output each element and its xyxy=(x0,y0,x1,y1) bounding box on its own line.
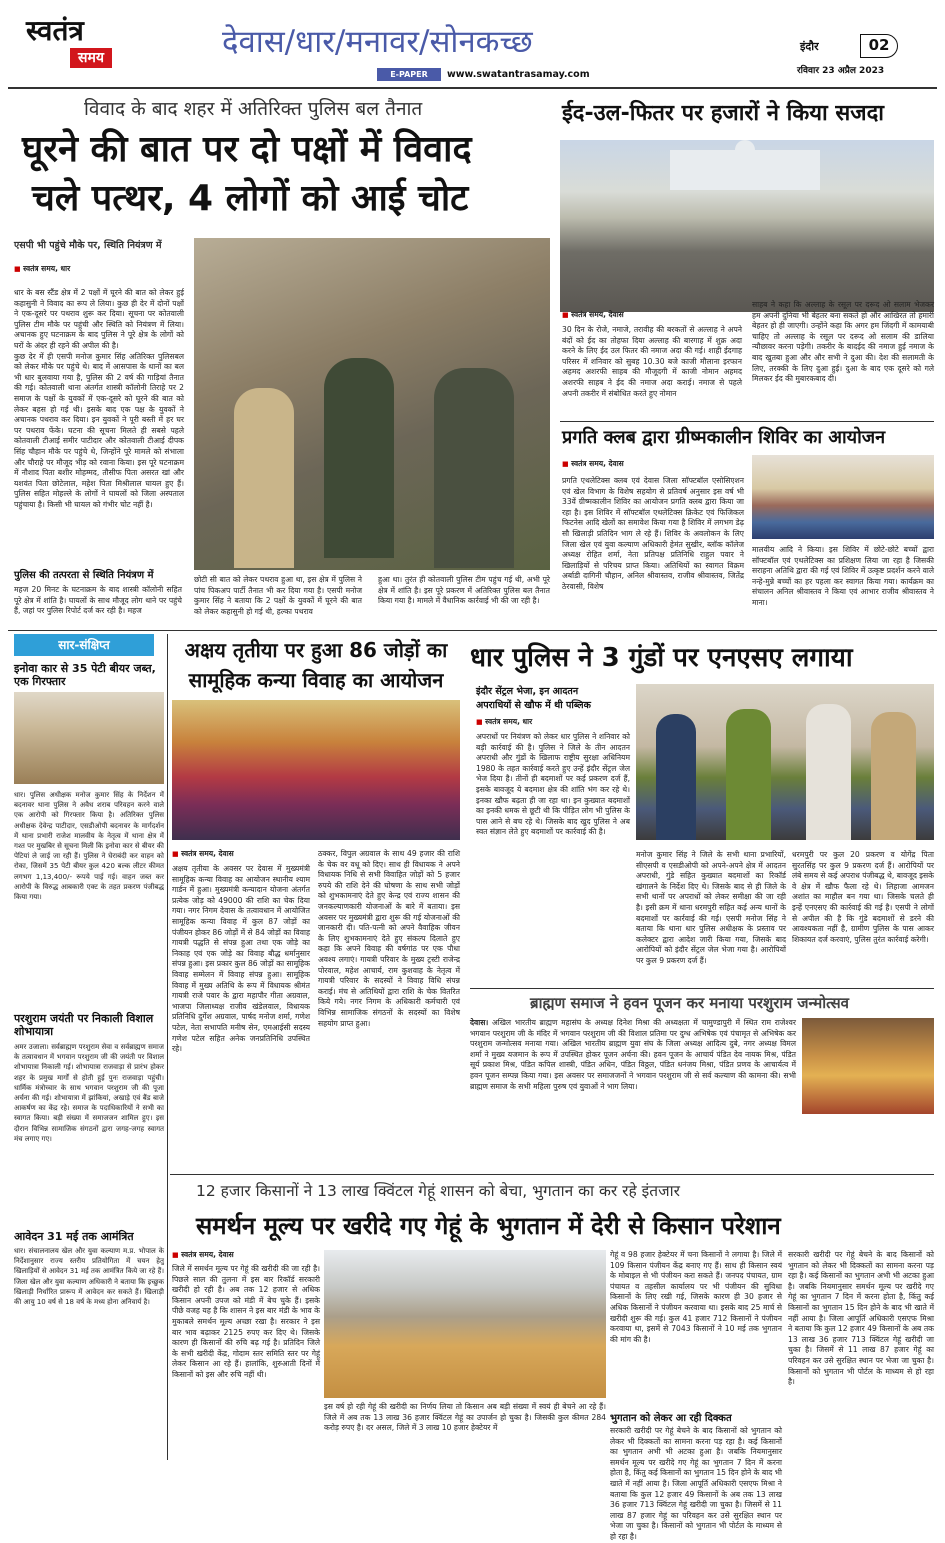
page-number: 02 xyxy=(860,34,898,58)
story1-photo-police xyxy=(194,238,550,570)
story7-photo-wheat xyxy=(324,1250,606,1398)
story4-photo-wedding xyxy=(172,700,460,840)
story5-photo-accused xyxy=(636,684,934,840)
sidebar-heading: सार-संक्षिप्त xyxy=(14,634,154,656)
story2-body-col2: साहब ने कहा कि अल्लाह के रसूल पर दरूद ओ सलाम भेजकर हम अपनी दुनिया भी बेहतर बना सकते हो और आखिरत तो हमारी बेहतर हो ही जाएगी। उन्होंने कहा कि अगर हम जिंदगी में कामयाबी चाहिए तो अल्लाह के रसूल पर दरूद ओ सलाम की डालिया न्यौछावर करना पड़ेगी। तकरीर के बादईद की नमाज हुई नमाज के बाद खुतबा हुआ और और सभी ने दुआ की। देश की सलामती के लिए, तरक्की के लिए दुआ हुई। दुआ के बाद एक दूसरे को गले मिलकर ईद की मुबारकबाद दी। xyxy=(752,300,934,384)
masthead xyxy=(0,0,945,88)
story4-headline-line1: अक्षय तृतीया पर हुआ 86 जोड़ों का xyxy=(184,638,448,662)
story6-photo-havan xyxy=(802,1018,934,1114)
story7-caption: इस वर्ष हो रही गेहूं की खरीदी का निर्णय लिया तो किसान अब बड़ी संख्या में स्वयं ही बेचने आ रहे हैं। जिले में अब तक 13 लाख 36 हजार क्विंटल गेहूं का उपार्जन हो चुका है। जिसकी कुल कीमत 284 करोड़ रुपए है। दर असल, जिले में 3 लाख 10 हजार हेक्टेयर में xyxy=(324,1402,606,1433)
story2-byline: ■ स्वतंत्र समय, देवास xyxy=(562,310,732,322)
story6-text: अखिल भारतीय ब्राह्मण महासंघ के अध्यक्ष दिनेश मिश्रा की अध्यक्षता में चामुण्डापुरी में स्थित राम राजेश्वर भगवान परशुराम जी के मंदिर में भगवान परशुराम जी की विशाल प्रतिमा पर दुग्ध अभिषेक एवं पंचामृत से अभिषेक कर परशुराम जन्मोत्सव मनाया गया। अखिल भारतीय ब्राह्मण युवा संघ के जिला अध्यक्ष आदित्य दुबे, नगर अध्यक्ष विमल शर्मा ने मुख्य यजमान के रूप में उपस्थित होकर पूजन अर्चना की। हवन पूजन के आचार्य पंडित देव नायक मिश्र, पंडित सूर्य प्रकाश मिश्र, पंडित कपिल शास्त्री, पंडित अधिन, पंडित विठ्ठल, पंडित धनंजय मिश्रा, पंडित प्रणव के आचार्यत्व में हवन पूजन सम्पन्न किया गया। इस अवसर पर समाजजनों ने भगवान परशुराम जी से सर्व कल्याण की कामना की। सभी ब्राह्मण समाज के सभी महिला पुरुष एवं युवाओं ने भाग लिया। xyxy=(470,1018,796,1091)
sidebar-item2-body: अमर उजाला। सर्वब्राह्मण परशुराम सेवा व सर्वब्राह्मण समाज के तत्वावधान में भगवान परशुराम जी की जयंती पर विशाल शोभायात्रा निकाली गई। शोभायात्रा राजवाड़ा से प्रारंभ होकर शहर के प्रमुख मार्गों से होती हुई पुनः राजवाड़ा पहुंची। धार्मिक मंत्रोच्चार के साथ भगवान परशुराम जी की पूजा अर्चना की गई। शोभायात्रा में झांकियां, अखाड़े एवं बैंड बाजे आकर्षण का केंद्र रहे। समाज के पदाधिकारियों ने सभी का स्वागत किया। बड़ी संख्या में समाजजन शामिल हुए। इस दौरान विभिन्न सामाजिक संगठनों द्वारा जगह-जगह स्वागत मंच लगाए गए। xyxy=(14,1043,164,1143)
story7-body-col4: सरकारी खरीदी पर गेहूं बेचने के बाद किसानों को भुगतान को लेकर भी दिक्कतों का सामना करना पड़ रहा है। कई किसानों का भुगतान अभी भी अटका हुआ है। जबकि नियमानुसार समर्थन मूल्य पर खरीदे गए गेहूं का भुगतान 7 दिन में करना होता है, किंतु कई किसानों का भुगतान 15 दिन होने के बाद भी खाते में नहीं आया है। जिला आपूर्ति अधिकारी एसएफ मिश्रा ने बताया कि कुल 12 हजार 49 किसानों के अब तक 13 लाख 36 हजार 713 क्विंटल गेहूं खरीदी जा चुका है। जिसमें से 11 लाख 87 हजार गेहूं का परिवहन कर उसे सुरक्षित स्थान पर भेजा जा चुका है। किसानों को भुगतान भी पोर्टल के माध्यम से हो रहा है। xyxy=(788,1250,934,1387)
story2-headline: ईद-उल-फितर पर हजारों ने किया सजदा xyxy=(562,101,884,126)
story3-body-col2: मालवीय आदि ने किया। इस शिविर में छोटे-छोटे बच्चों द्वारा सॉफ्टबॉल एवं एथलेटिक्स का प्रशिक्षण लिया जा रहा है जिसकी सराहना अतिथि द्वारा की गई एवं शिविर में उत्कृष्ट प्रदर्शन करने वाले नन्हे-मुन्ने बच्चों का हर पहला कर स्वागत किया गया। कार्यक्रम का संचालन अनिल श्रीवास्तव ने किया एवं आभार राजीव श्रीवास्तव ने माना। xyxy=(752,545,934,607)
story6-headline: ब्राह्मण समाज ने हवन पूजन कर मनाया परशुराम जन्मोत्सव xyxy=(530,994,849,1012)
sidebar-item2-heading: परशुराम जयंती पर निकाली विशाल शोभायात्रा xyxy=(14,1012,154,1038)
story1-paragraph: धार के बस स्टैंड क्षेत्र में 2 पक्षों में घूरने की बात को लेकर हुई कहासुनी ने विवाद का रूप ले लिया। कुछ ही देर में दोनों पक्षों ने एक-दूसरे पर पथराव शुरू कर दिया। सूचना पर कोतवाली पुलिस टीम मौके पर पहुंची और स्थिति को नियंत्रण में लिया। अचानक हुए घटनाक्रम के बाद पुलिस ने पूरे क्षेत्र के लोगों को घरों के अंदर ही रहने की अपील की है। xyxy=(14,288,184,350)
story1-headline-line2: चले पत्थर, 4 लोगों को आई चोट xyxy=(32,178,469,219)
story1-body-col2: छोटी सी बात को लेकर पथराव हुआ था, इस क्षेत्र में पुलिस ने पांच पिकअप पार्टी तैनात भी कर दिया गया है। एसपी मनोज कुमार सिंह ने बताया कि 2 पक्षों के युवकों में घूरने की बात को लेकर कहासुनी हो गई थी, हल्का पथराव xyxy=(194,575,362,616)
city: इंदौर xyxy=(800,40,819,53)
logo-top: स्वतंत्र xyxy=(26,14,84,47)
story1-subhead: एसपी भी पहुंचे मौके पर, स्थिति नियंत्रण में xyxy=(14,240,162,251)
sidebar-photo-seizure xyxy=(14,692,164,784)
story4-body-col2: ठक्कर, विपुल अग्रवाल के साथ 49 हजार की राशि के चेक वर वधू को दिए। साथ ही विधायक ने अपने विधायक निधि से सभी विवाहित जोड़ों को 5 हजार रुपये की राशि देने की घोषणा के साथ सभी जोड़ों को शुभकामनाएं देते हुए केन्द्र एवं राज्य शासन की जनकल्याणकारी योजनाओं के बारे में बताया। इस अवसर पर मुख्यमंत्री द्वारा शुरू की गई योजनाओं की जानकारी दी। पति-पत्नी को अपने वैवाहिक जीवन के लिए शुभकामनाएं देते हुए संकल्प दिलाते हुए कहा कि अपने विवाह की वर्षगांठ पर एक पौधा अवश्य लगाएं। गायत्री परिवार के मुख्य ट्रस्टी राजेन्द्र पोरवाल, महेश आचार्य, राम कुशवाह के नेतृत्व में गायत्री परिवार के सदस्यों ने विवाह विधि संपन्न कराई। मंच से अतिथियों द्वारा राशि के चेक वितरित किये गये। नगर निगम के अधिकारी कर्मचारी एवं विभिन्न सामाजिक संगठनों के सदस्यों का विशेष सहयोग प्राप्त हुआ। xyxy=(318,849,460,1028)
story5-subhead-line2: अपराधियों से खौफ में थी पब्लिक xyxy=(476,700,591,711)
story7-body-col2: गेहूं व 98 हजार हेक्टेयर में चना किसानों ने लगाया है। जिले में 109 किसान पंजीयन केंद्र बनाए गए हैं। साथ ही किसान स्वयं के मोबाइल से भी पंजीयन करा सकते हैं। जनपद पंचायत, ग्राम पंचायत व तहसील कार्यालय पर भी पंजीयन की सुविधा किसानों के लिए रखी गई, जिसके कारण ही 30 हजार से अधिक किसानों ने पंजीयन करवाया था। इसके बाद 25 मार्च से खरीदी शुरू की गई। कुल 41 हजार 712 किसानों ने पंजीयन करवाया था, इसमें से 7043 किसानों ने 10 मई तक भुगतान की मांग की है। xyxy=(610,1250,782,1344)
story3-body-col1: प्रगति एथलेटिक्स क्लब एवं देवास जिला सॉफ्टबॉल एसोसिएशन एवं खेल विभाग के विशेष सहयोग से प्रतिवर्ष अनुसार इस वर्ष भी 33वें ग्रीष्मकालीन शिविर का आयोजन प्रगति क्लब द्वारा किया जा रहा है। इस शिविर में सॉफ्टबॉल एथलेटिक्स क्रिकेट एवं फिजिकल फिटनेस आदि खेलों का समावेश किया गया है शिविर में लगभग डेढ़ सौ खिलाड़ी प्रतिदिन भाग ले रहे हैं। शिविर के अवलोकन के लिए जिला खेल एवं युवा कल्याण अधिकारी हेमंत सुखीर, ब्लॉक कॉलेज अध्यक्ष रोहित शर्मा, नेता प्रतिपक्ष प्रतिनिधि राहुल पवार ने खिलाड़ियों से परिचय प्राप्त किया। अतिथियों का स्वागत विक्रम अर्बाडी दागिनी चौहान, अनिल श्रीवास्तव, राजीव श्रीवास्तव, जितेंद्र ठेरवासी, विशेष xyxy=(562,476,744,591)
story7-body-col1: जिले में समर्थन मूल्य पर गेहूं की खरीदी की जा रही है। पिछले साल की तुलना में इस बार रिकॉर्ड सरकारी खरीदी हो रही है। अब तक 12 हजार से अधिक किसान अपनी उपज को मंडी में बेच चुके हैं। इसके पीछे वजह यह है कि शासन ने इस बार मंडी के भाव के मुकाबले समर्थन मूल्य अच्छा रखा है। सरकार ने इस बार भाव बढ़ाकर 2125 रुपए कर दिए थे। जिसके कारण ही किसानों की रुचि बढ़ गई है। प्रतिदिन जिले के सभी खरीदी केंद्र, गोदाम स्तर समिति स्तर पर गेहूं लेकर किसान आ रहे हैं। हालांकि, शुरुआती दिनों में किसानों को इस और रुचि नहीं थी। xyxy=(172,1264,320,1379)
sidebar-item3-heading: आवेदन 31 मई तक आमंत्रित xyxy=(14,1230,134,1243)
story1-byline: ■ स्वतंत्र समय, धार xyxy=(14,264,184,276)
story5-subhead-line1: इंदौर सेंट्रल भेजा, इन आदतन xyxy=(476,686,579,697)
story3-headline: प्रगति क्लब द्वारा ग्रीष्मकालीन शिविर का आयोजन xyxy=(562,427,886,448)
story5-body-col3: धरमपुरी पर कुल 20 प्रकरण व योगेंद्र पिता सुरतसिंह पर कुल 9 प्रकरण दर्ज हैं। आरोपियों पर लंबे समय से कई अपराध पंजीबद्ध थे, बावजूद इसके वे क्षेत्र में खौफ फैला रहे थे। लिहाजा आमजन अशांत का माहौल बन गया था। जिसके चलते ही इन्हें एनएसए की कार्रवाई की गई है। एसपी ने लोगों से अपील की है कि गुंडे बदमाशों से डरने की आवश्यकता नहीं है, ग्रामीण पुलिस के पास आकर शिकायत दर्ज करवाएं, पुलिस तुरंत कार्रवाई करेगी। xyxy=(792,850,934,944)
story7-subhead: भुगतान को लेकर आ रही दिक्कत xyxy=(610,1413,732,1424)
story7-headline: समर्थन मूल्य पर खरीदे गए गेहूं के भुगतान में देरी से किसान परेशान xyxy=(196,1212,781,1240)
story1-kicker: विवाद के बाद शहर में अतिरिक्त पुलिस बल तैनात xyxy=(84,98,423,120)
story1-body-col3: हुआ था। तुरंत ही कोतवाली पुलिस टीम पहुंच गई थी, अभी पूरे क्षेत्र में शांति है। इस पूरे प्रकरण में अतिरिक्त पुलिस बल तैनात किया गया है। मामले में वैधानिक कार्रवाई भी की जा रही है। xyxy=(378,575,550,606)
story5-headline: धार पुलिस ने 3 गुंडों पर एनएसए लगाया xyxy=(470,643,853,673)
story4-byline: ■ स्वतंत्र समय, देवास xyxy=(172,849,342,861)
story5-byline: ■ स्वतंत्र समय, धार xyxy=(476,717,616,729)
epaper-label: E-PAPER xyxy=(377,68,441,81)
story2-photo-eid xyxy=(560,140,934,312)
sidebar-item3-body: धार। संचालनालय खेल और युवा कल्याण म.प्र. भोपाल के निर्देशानुसार राज्य स्तरीय प्रतियोगिता में चयन हेतु खिलाड़ियों से आवेदन 31 मई तक आमंत्रित किये जा रहे हैं। जिला खेल और युवा कल्याण अधिकारी ने बताया कि इच्छुक खिलाड़ी निर्धारित प्रारूप में आवेदन कर सकते हैं। खिलाड़ी की आयु 10 वर्ष से 18 वर्ष के मध्य होना अनिवार्य है। xyxy=(14,1247,164,1307)
story1-body-end: महज 20 मिनट के घटनाक्रम के बाद शास्त्री कॉलोनी सहित पूरे क्षेत्र में शांति है। घायलों के साथ मौजूद लोग थाने पर पहुंचे हैं, जहां पर पुलिस रिपोर्ट दर्ज कर रही है। महज xyxy=(14,585,182,616)
date: रविवार 23 अप्रैल 2023 xyxy=(797,66,885,76)
website: www.swatantrasamay.com xyxy=(447,69,590,80)
story2-body-col1: 30 दिन के रोजे, नमाजे, तरावीह की बरकतों से अल्लाह ने अपने बंदों को ईद का तोहफा दिया अल्लाह की बारगाह में शुक्र अदा करने के लिए ईद उल फितर की नमाज अदा की गई। शाही ईदगाह परिसर में शनिवार को सुबह 10.30 बजे काजी मौलाना इरफान अहमद अशरफी साहब की मौजूदगी में काजी नोमान अहमद अशरफी साहब ने ईद की नमाज अदा कराई। नमाज से पहले अपनी तकरीर में संबोधित करते हुए नोमान xyxy=(562,325,742,398)
story7-kicker: 12 हजार किसानों ने 13 लाख क्विंटल गेहूं शासन को बेचा, भुगतान का कर रहे इंतजार xyxy=(196,1182,680,1200)
story5-body-col1: अपराधों पर नियंत्रण को लेकर धार पुलिस ने शनिवार को बड़ी कार्रवाई की है। पुलिस ने जिले के तीन आदतन अपराधी और गुंडों के खिलाफ राष्ट्रीय सुरक्षा अधिनियम 1980 के तहत कार्रवाई करते हुए उन्हें इंदौर सेंट्रल जेल भेज दिया है। तीनों ही बदमाशों पर कई प्रकरण दर्ज हैं, इसके बावजूद ये बदमाश क्षेत्र की शांति भंग कर रहे थे। इनका खौफ बढ़ता ही जा रहा था। इन कुख्यात बदमाशों का इनकी धमक से छूटी थी कि पीड़ित लोग भी पुलिस के पास आने से बच रहे थे। जिसके बाद खुद पुलिस ने अब स्वत संज्ञान लेते हुए बदमाशों पर कार्रवाई की है। xyxy=(476,732,630,837)
story7-body-col3: सरकारी खरीदी पर गेहूं बेचने के बाद किसानों को भुगतान को लेकर भी दिक्कतों का सामना करना पड़ रहा है। कई किसानों का भुगतान अभी भी अटका हुआ है। जबकि नियमानुसार समर्थन मूल्य पर खरीदे गए गेहूं का भुगतान 7 दिन में करना होता है, किंतु कई किसानों का भुगतान 15 दिन होने के बाद भी खाते में नहीं आया है। जिला आपूर्ति अधिकारी एसएफ मिश्रा ने बताया कि कुल 12 हजार 49 किसानों के अब तक 13 लाख 36 हजार 713 क्विंटल गेहूं खरीदी जा चुका है। जिसमें से 11 लाख 87 हजार गेहूं का परिवहन कर उसे सुरक्षित स्थान पर भेजा जा चुका है। किसानों को भुगतान भी पोर्टल के माध्यम से हो रहा है। xyxy=(610,1426,782,1541)
story5-body-col2: मनोज कुमार सिंह ने जिले के सभी थाना प्रभारियों, सीएसपी व एसडीओपी को अपने-अपने क्षेत्र में आदतन अपराधी, गुंडे सहित कुख्यात बदमाशों का रिकॉर्ड खंगालने के निर्देश दिए थे। जिसके बाद से ही जिले के सभी थानों पर अपराधों को लेकर समीक्षा की जा रही है। इसी क्रम में थाना धरमपुरी सहित कई अन्य थानों के बदमाशों पर कार्रवाई की गई। एसपी मनोज सिंह ने बताया कि थाना धार पुलिस अधीक्षक के प्रस्ताव पर कलेक्टर द्वारा आदेश जारी किया गया, जिसके बाद आरोपियों को इंदौर सेंट्रल जेल भेजा गया है। आरोपियों पर कुल 9 प्रकरण दर्ज हैं। xyxy=(636,850,786,965)
story1-body xyxy=(14,288,184,563)
story4-body-col1: अक्षय तृतीया के अवसर पर देवास में मुख्यमंत्री सामूहिक कन्या विवाह का आयोजन स्थानीय श्याम गार्डन में हुआ। मुख्यमंत्री कन्यादान योजना अंतर्गत प्रत्येक जोड़ को 49000 की राशि का चेक दिया गया। नगर निगम देवास के तत्वावधान में आयोजित सामूहिक कन्या विवाह में कुल 87 जोड़ों का पंजीयन होकर 86 जोड़ों में से 84 जोड़ों का विवाह गायत्री पद्धति से संपन्न हुआ तथा एक जोड़े का निकाह एवं एक जोड़े का विवाह बौद्ध धर्मानुसार संपन्न हुआ। इस प्रकार कुल 86 जोड़ों का सामूहिक विवाह सम्मेलन में विवाह संपन्न हुआ। सामूहिक विवाह में मुख्य अतिथि के रूप में विधायक श्रीमंत गायत्री राजे पवार के द्वारा महापौर गीता अग्रवाल, भाजपा जिलाध्यक्ष राजीव खंडेलवाल, विधायक प्रतिनिधि दुर्गेश अग्रवाल, पार्षद मनोज शर्मा, गणेश पटेल, नेता सभापति मनीष सेन, एमआईसी सदस्य गणेश पटेल सहित अनेक जनप्रतिनिधि उपस्थित रहे। xyxy=(172,864,310,1054)
sidebar-item1-body: धार। पुलिस अधीक्षक मनोज कुमार सिंह के निर्देशन में बदनावर थाना पुलिस ने अवैध शराब परिवहन करने वाले एक आरोपी को गिरफ्तार किया है। अतिरिक्त पुलिस अधीक्षक देवेन्द्र पाटीदार, एसडीओपी बदनावर के मार्गदर्शन में थाना प्रभारी राजेश मालवीय के नेतृत्व में थाना क्षेत्र में गश्त पर मुखबिर से सूचना मिली कि इनोवा कार से बीयर की पेटियां ले जाई जा रही हैं। पुलिस ने घेराबंदी कर वाहन को रोका, जिसमें 35 पेटी बीयर कुल 420 बल्क लीटर कीमत लगभग 1,13,400/- रूपये पाई गई। वाहन जब्त कर आरोपी के विरुद्ध आबकारी एक्ट के तहत प्रकरण पंजीबद्ध किया गया। xyxy=(14,791,164,902)
logo xyxy=(26,14,156,86)
story6-body xyxy=(470,1018,796,1168)
story1-subhead2: पुलिस की तत्परता से स्थिति नियंत्रण में xyxy=(14,570,154,581)
edition-title: देवास/धार/मनावर/सोनकच्छ xyxy=(222,24,533,60)
logo-bottom: समय xyxy=(70,48,112,68)
story1-headline-line1: घूरने की बात पर दो पक्षों में विवाद xyxy=(22,129,472,170)
story1-paragraph: कुछ देर में ही एसपी मनोज कुमार सिंह अतिरिक्त पुलिसबल को लेकर मौके पर पहुंचे थे। बाद में आसपास के थानों का बल भी धार बुलवाया गया है, पुलिस की 2 वर्ष की गाड़ियां तैनात की गई। कोतवाली थाना अंतर्गत शास्त्री कॉलोनी तिराहे पर 2 समाज के पक्षों के युवकों में एक-दूसरे को घूरने की बात को लेकर बहस हो गई थी। इसके बाद एक पक्ष के युवकों ने अचानक पथराव कर दिया। इन युवकों ने पूरी बस्ती में हर घर पर पथराव फेंके। घटना की सूचना मिलते ही सबसे पहले कोतवाली टीआई समीर पाटीदार और कोतवाली टीआई दीपक सिंह चौहान मौके पर पहुंचे थे, जिन्होंने पूरे मामले को संभाला और चौराहे पर मौजूद भीड़ को रवाना किया। इस पूरे घटनाक्रम में नौशाद पिता बशीर मोहम्मद, तौसीफ पिता असरत खां और यशवंत पिता छोटेलाल, महेश पिता मिश्रीलाल घायल हुए हैं। पुलिस सहित मोहल्ले के लोगों ने घायलों को जिला अस्पताल पहुंचाया है। किसी भी घायल को गंभीर चोट नहीं है। xyxy=(14,351,184,509)
story6-dateline: देवास। xyxy=(470,1018,489,1027)
story4-headline-line2: सामूहिक कन्या विवाह का आयोजन xyxy=(188,668,444,692)
story3-photo-camp xyxy=(752,455,934,539)
sidebar-item1-heading: इनोवा कार से 35 पेटी बीयर जब्त, एक गिरफ्तार xyxy=(14,662,156,688)
story3-byline: ■ स्वतंत्र समय, देवास xyxy=(562,459,732,471)
story7-byline: ■ स्वतंत्र समय, देवास xyxy=(172,1250,312,1262)
